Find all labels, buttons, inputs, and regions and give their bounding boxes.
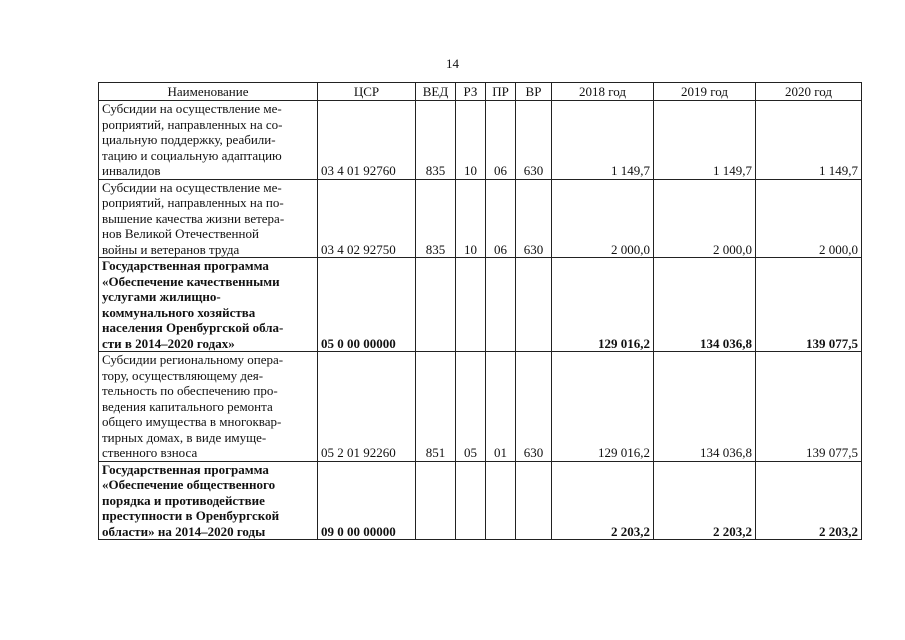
- row-pr: 01: [486, 352, 516, 462]
- table-row: [99, 461, 862, 540]
- row-2018: 129 016,2: [552, 352, 654, 462]
- row-csr: 03 4 02 92750: [318, 179, 416, 258]
- row-csr: 05 2 01 92260: [318, 352, 416, 462]
- row-2020: 2 203,2: [756, 461, 862, 540]
- row-pr: 06: [486, 101, 516, 180]
- row-2018: 2 203,2: [552, 461, 654, 540]
- row-name-text: Субсидии на осуществление ме- роприятий, направленных на со- циальную поддержку, реабили- тацию и социальную адаптацию инвалидов: [102, 101, 283, 178]
- header-2018: 2018 год: [552, 83, 654, 101]
- row-2020: 139 077,5: [756, 258, 862, 352]
- row-2018: 1 149,7: [552, 101, 654, 180]
- row-2019: 2 000,0: [654, 179, 756, 258]
- row-name: [99, 352, 318, 462]
- row-ved: [416, 258, 456, 352]
- row-rz: 05: [456, 352, 486, 462]
- row-pr: [486, 461, 516, 540]
- row-vr: 630: [516, 352, 552, 462]
- table-row: [99, 352, 862, 462]
- row-rz: [456, 258, 486, 352]
- row-pr: 06: [486, 179, 516, 258]
- row-name-text: Субсидии региональному опера- тору, осуществляющему дея- тельность по обеспечению про- ведения капитального ремонта общего имущества в многоквар- тирных домах, в виде имуще- ственного взноса: [102, 352, 284, 460]
- row-2018: 2 000,0: [552, 179, 654, 258]
- page-number: 14: [446, 56, 459, 71]
- row-csr: 05 0 00 00000: [318, 258, 416, 352]
- row-rz: [456, 461, 486, 540]
- row-2019: 1 149,7: [654, 101, 756, 180]
- row-name: [99, 461, 318, 540]
- row-csr: 03 4 01 92760: [318, 101, 416, 180]
- row-vr: [516, 258, 552, 352]
- table-header-row: [99, 83, 862, 101]
- row-rz: 10: [456, 101, 486, 180]
- row-2018: 129 016,2: [552, 258, 654, 352]
- row-2019: 2 203,2: [654, 461, 756, 540]
- row-name: [99, 101, 318, 180]
- row-name-text: Государственная программа «Обеспечение качественными услугами жилищно- коммунального хозяйства населения Оренбургской обла- сти в 2014–2020 годах»: [102, 258, 284, 351]
- row-2019: 134 036,8: [654, 258, 756, 352]
- row-name: [99, 179, 318, 258]
- row-vr: [516, 461, 552, 540]
- header-rz: РЗ: [456, 83, 486, 101]
- table-row: [99, 101, 862, 180]
- row-ved: 835: [416, 101, 456, 180]
- header-2019: 2019 год: [654, 83, 756, 101]
- row-csr: 09 0 00 00000: [318, 461, 416, 540]
- row-rz: 10: [456, 179, 486, 258]
- row-ved: 851: [416, 352, 456, 462]
- row-2019: 134 036,8: [654, 352, 756, 462]
- row-ved: [416, 461, 456, 540]
- row-vr: 630: [516, 101, 552, 180]
- row-pr: [486, 258, 516, 352]
- header-2020: 2020 год: [756, 83, 862, 101]
- row-name-text: Государственная программа «Обеспечение общественного порядка и противодействие преступности в Оренбургской области» на 2014–2020 годы: [102, 461, 280, 539]
- table-body: [99, 101, 862, 540]
- row-ved: 835: [416, 179, 456, 258]
- row-name-text: Субсидии на осуществление ме- роприятий, направленных на по- вышение качества жизни ветера- нов Великой Отечественной войны и ветеранов труда: [102, 179, 285, 257]
- header-name: Наименование: [99, 83, 318, 101]
- table-row: [99, 258, 862, 352]
- row-2020: 2 000,0: [756, 179, 862, 258]
- row-vr: 630: [516, 179, 552, 258]
- row-2020: 139 077,5: [756, 352, 862, 462]
- header-ved: ВЕД: [416, 83, 456, 101]
- table-row: [99, 179, 862, 258]
- row-name: [99, 258, 318, 352]
- row-2020: 1 149,7: [756, 101, 862, 180]
- budget-table: [98, 82, 862, 540]
- header-csr: ЦСР: [318, 83, 416, 101]
- header-vr: ВР: [516, 83, 552, 101]
- header-pr: ПР: [486, 83, 516, 101]
